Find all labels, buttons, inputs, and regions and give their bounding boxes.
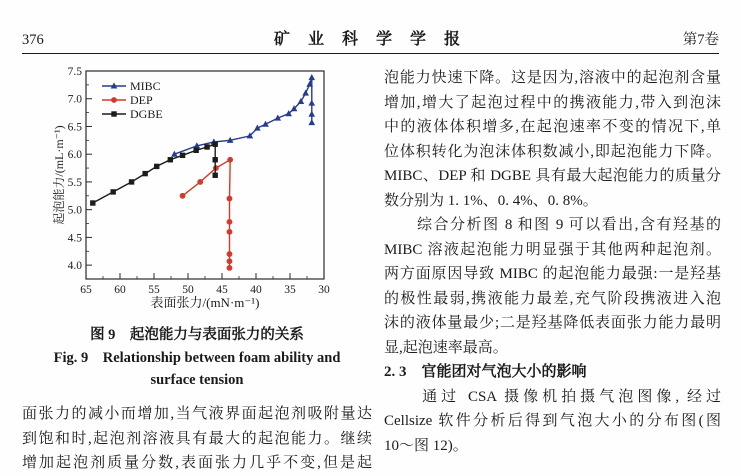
text-line: 位体积转化为泡沫体积数减小,即起泡能力下降。 (384, 143, 721, 160)
plot-frame (86, 71, 324, 279)
text-line: 数分别为 1. 1%、0. 4%、0. 8%。 (384, 192, 598, 209)
circle-marker (227, 258, 233, 264)
figure-caption-cn: 图 9 起泡能力与表面张力的关系 (90, 327, 304, 343)
circle-marker (227, 157, 233, 163)
square-marker (168, 157, 173, 162)
text-line: 增加起泡剂质量分数,表面张力几乎不变,但是起 (22, 455, 372, 471)
text-line: MIBC、DEP 和 DGBE 具有最大起泡能力的质量分 (384, 168, 721, 184)
square-marker (180, 153, 185, 158)
triangle-marker (308, 100, 315, 106)
page-header (0, 0, 741, 53)
square-marker (154, 164, 159, 169)
circle-marker (180, 193, 186, 199)
triangle-marker (308, 119, 315, 125)
x-tick-label: 35 (284, 284, 296, 296)
text-line: 10～图 12)。 (384, 437, 468, 454)
circle-marker (227, 251, 233, 257)
text-line: 沫的液体量最少;二是羟基降低表面张力能力最明 (384, 315, 721, 331)
square-marker (213, 173, 218, 178)
figure-9 (52, 65, 372, 318)
text-line: 显,起泡速率最高。 (384, 339, 508, 356)
figure-9-chart (52, 65, 332, 313)
triangle-marker (308, 111, 315, 117)
x-tick-label: 45 (216, 284, 228, 296)
series-line-dep (183, 160, 231, 268)
right-column (384, 63, 721, 476)
circle-marker (227, 219, 233, 225)
left-column (22, 63, 372, 476)
square-marker (193, 148, 198, 153)
text-line: 泡能力快速下降。这是因为,溶液中的起泡剂含量 (384, 70, 721, 86)
text-line: 两方面原因导致 MIBC 的起泡能力最强:一是羟基 (384, 266, 721, 282)
text-line: 通过 CSA 摄像机拍摄气泡图像, 经过 (384, 388, 721, 405)
square-marker (111, 111, 116, 116)
x-tick-label: 65 (80, 284, 92, 296)
x-tick-label: 40 (250, 284, 262, 296)
triangle-marker (308, 74, 315, 80)
square-marker (204, 144, 209, 149)
text-line: 的极性最弱,携液能力最差,充气阶段携液进入泡 (384, 290, 721, 307)
square-marker (129, 179, 134, 184)
circle-marker (111, 97, 117, 103)
square-marker (90, 200, 95, 205)
y-tick-label: 6.0 (67, 149, 82, 162)
figure-caption-en-line1: Fig. 9 Relationship between foam ability and (53, 350, 341, 366)
y-tick-label: 7.5 (67, 66, 82, 78)
y-tick-label: 4.5 (67, 232, 82, 245)
square-marker (213, 142, 218, 147)
y-tick-label: 4.0 (67, 260, 82, 273)
volume-label: 第7卷 (682, 32, 719, 48)
x-tick-label: 60 (114, 284, 126, 296)
triangle-marker (302, 90, 309, 96)
page-number: 376 (22, 32, 44, 48)
y-tick-label: 6.5 (67, 121, 82, 134)
y-tick-label: 7.0 (67, 93, 82, 106)
circle-marker (227, 265, 233, 271)
legend-label-dgbe: DGBE (130, 107, 163, 121)
x-axis-label: 表面张力/(mN·m⁻¹) (150, 295, 260, 310)
text-line: 增加,增大了起泡过程中的携液能力,带入到泡沫 (384, 94, 721, 111)
text-line: 2. 3 官能团对气泡大小的影响 (384, 364, 587, 380)
text-line: Cellsize 软件分析后得到气泡大小的分布图(图 (384, 413, 721, 429)
journal-title: 矿 业 科 学 学 报 (273, 31, 467, 48)
figure-caption-en-line2: surface tension (150, 372, 244, 388)
x-tick-label: 50 (182, 284, 194, 296)
figure-caption (22, 323, 372, 391)
square-marker (213, 157, 218, 162)
square-marker (111, 189, 116, 194)
y-tick-label: 5.0 (67, 204, 82, 217)
text-line: 到饱和时,起泡剂溶液具有最大的起泡能力。继续 (22, 430, 372, 447)
text-line: 面张力的减小而增加,当气液界面起泡剂吸附量达 (22, 406, 372, 422)
left-paragraph (22, 402, 372, 476)
legend-label-dep: DEP (130, 93, 153, 107)
y-tick-label: 5.5 (67, 176, 82, 189)
circle-marker (227, 229, 233, 235)
legend-label-mibc: MIBC (130, 79, 161, 93)
x-tick-label: 30 (318, 284, 330, 296)
circle-marker (197, 179, 203, 185)
y-axis-label: 起泡能力/(mL·m⁻¹) (52, 125, 66, 225)
text-line: MIBC 溶液起泡能力明显强于其他两种起泡剂。 (384, 241, 721, 258)
text-line: 综合分析图 8 和图 9 可以看出,含有羟基的 (384, 217, 721, 233)
x-tick-label: 55 (148, 284, 160, 296)
square-marker (142, 171, 147, 176)
text-line: 中的液体体积增多,在起泡速率不变的情况下,单 (384, 119, 721, 135)
circle-marker (227, 196, 233, 202)
page-content (0, 54, 741, 476)
